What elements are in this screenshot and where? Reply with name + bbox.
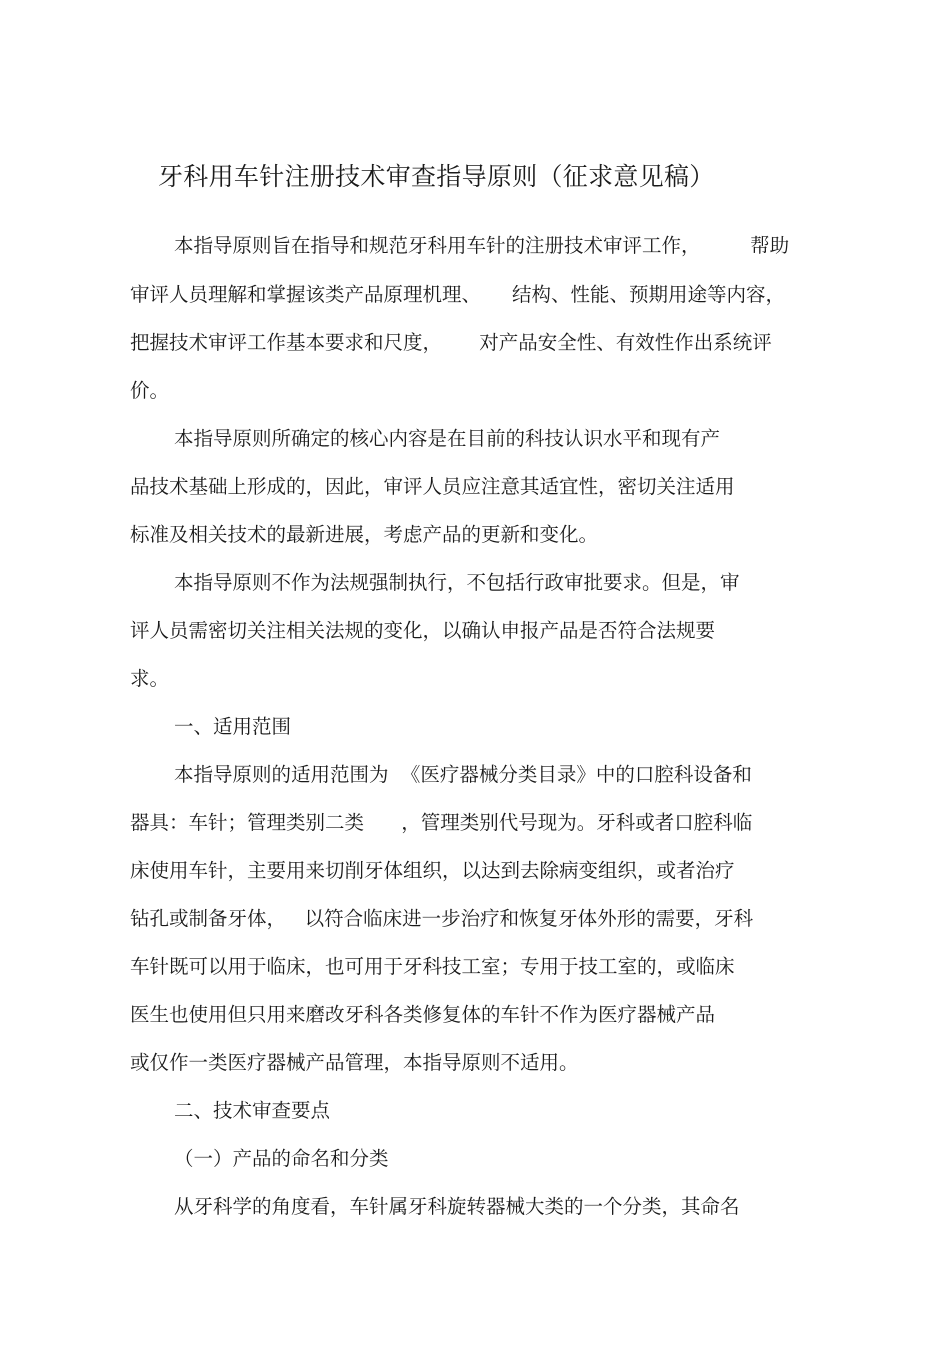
paragraph-line: 把握技术审评工作基本要求和尺度， 对产品安全性、有效性作出系统评 [130,331,772,354]
paragraph-line: 本指导原则的适用范围为 《医疗器械分类目录》中的口腔科设备和 [174,763,752,786]
paragraph-line: 品技术基础上形成的，因此，审评人员应注意其适宜性，密切关注适用 [130,475,735,498]
paragraph-line: 本指导原则旨在指导和规范牙科用车针的注册技术审评工作， 帮助 [174,234,790,257]
paragraph-line: 审评人员理解和掌握该类产品原理机理、 结构、性能、预期用途等内容， [130,283,785,306]
paragraph-line: 车针既可以用于临床，也可用于牙科技工室；专用于技工室的，或临床 [130,955,735,978]
paragraph-line: 本指导原则所确定的核心内容是在目前的科技认识水平和现有产 [174,427,721,450]
paragraph-line: 评人员需密切关注相关法规的变化，以确认申报产品是否符合法规要 [130,619,716,642]
paragraph-line: 本指导原则不作为法规强制执行，不包括行政审批要求。但是，审 [174,571,740,594]
subsection-heading: （一）产品的命名和分类 [174,1147,389,1170]
paragraph-line: 钻孔或制备牙体， 以符合临床进一步治疗和恢复牙体外形的需要，牙科 [130,907,754,930]
paragraph-line: 求。 [130,667,170,690]
paragraph-line: 标准及相关技术的最新进展，考虑产品的更新和变化。 [130,523,599,546]
paragraph-line: 床使用车针，主要用来切削牙体组织，以达到去除病变组织，或者治疗 [130,859,735,882]
paragraph-line: 医生也使用但只用来磨改牙科各类修复体的车针不作为医疗器械产品 [130,1003,716,1026]
section-heading: 二、技术审查要点 [174,1099,331,1122]
section-heading: 一、适用范围 [174,715,292,738]
document-title: 牙科用车针注册技术审查指导原则（征求意见稿） [158,162,715,191]
paragraph-line: 器具：车针；管理类别二类 ，管理类别代号现为。牙科或者口腔科临 [130,811,753,834]
paragraph-line: 从牙科学的角度看，车针属牙科旋转器械大类的一个分类，其命名 [174,1195,740,1218]
paragraph-line: 价。 [130,379,170,402]
paragraph-line: 或仅作一类医疗器械产品管理，本指导原则不适用。 [130,1051,579,1074]
